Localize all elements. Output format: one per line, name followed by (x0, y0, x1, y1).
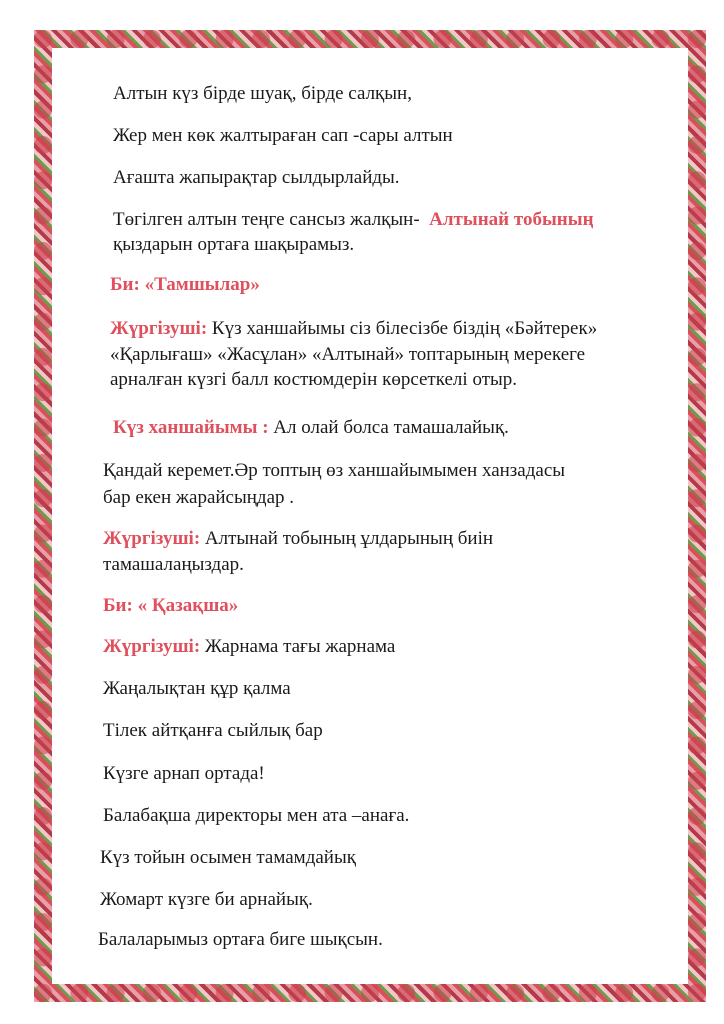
text-line: Жүргізуші: Алтынай тобының ұлдарының биін (103, 528, 494, 549)
section-title: Би: « Қазақша» (103, 595, 239, 616)
text-line: Алтын күз бірде шуақ, бірде салқын, (113, 83, 412, 104)
text-line: «Қарлығаш» «Жасұлан» «Алтынай» топтарының мерекеге (110, 344, 586, 365)
text-line: арналған күзгі балл костюмдерін көрсеткелі отыр. (110, 369, 518, 390)
speaker-label: Жүргізуші: (103, 636, 201, 657)
text-line: бар екен жарайсыңдар . (103, 487, 295, 508)
text-line: қыздарын ортаға шақырамыз. (113, 234, 355, 255)
text-line: Жүргізуші: Күз ханшайымы сіз білесізбе біздің «Бәйтерек» (110, 318, 598, 339)
text-line: Күзге арнап ортада! (103, 763, 265, 784)
text-line: Төгілген алтын теңге сансыз жалқын- Алтынай тобының (113, 209, 594, 230)
section-title: Би: «Тамшылар» (110, 274, 260, 295)
text-line: тамашалаңыздар. (103, 554, 244, 575)
text-line: Жомарт күзге би арнайық. (100, 889, 313, 910)
text-line: Балабақша директоры мен ата –анаға. (103, 805, 410, 826)
text-line: Жаңалықтан құр қалма (103, 678, 291, 699)
text-line: Жүргізуші: Жарнама тағы жарнама (103, 636, 396, 657)
speaker-label: Жүргізуші: (110, 318, 208, 339)
text-line: Күз тойын осымен тамамдайық (100, 847, 356, 868)
speaker-label: Жүргізуші: (103, 528, 201, 549)
text-line: Қандай керемет.Әр топтың өз ханшайымымен ханзадасы (103, 460, 566, 481)
text-line: Тілек айтқанға сыйлық бар (103, 720, 323, 741)
speaker-label: Күз ханшайымы : (113, 417, 269, 438)
text-line: Ағашта жапырақтар сылдырлайды. (113, 167, 400, 188)
text-line: Балаларымыз ортаға биге шықсын. (98, 929, 383, 950)
text-line: Күз ханшайымы : Ал олай болса тамашалайық. (113, 417, 509, 438)
highlight-text: Алтынай тобының (429, 209, 594, 230)
text-line: Жер мен көк жалтыраған сап -сары алтын (113, 125, 453, 146)
